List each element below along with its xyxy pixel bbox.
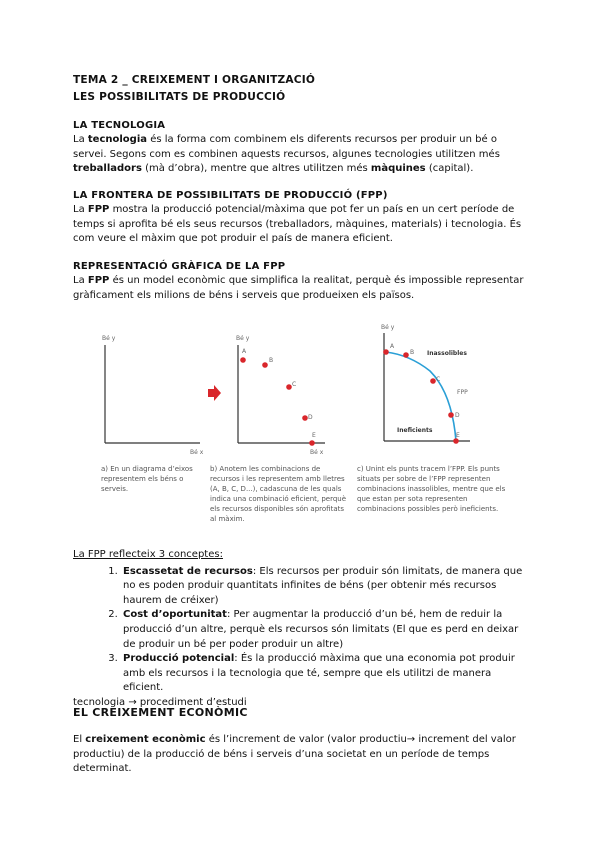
paragraph-tecnologia: La tecnologia és la forma com combinem els diferents recursos per produir un bé o servei. Segons com es combinen aquests recursos, algunes tecnologies utilitzen més treballadors (mà d’obra), mentre que altres utilitzen més màquines (capital). xyxy=(73,134,500,174)
panel-c-axes xyxy=(381,324,470,444)
list-item: 2. Cost d’oportunitat: Per augmentar la producció d’un bé, hem de reduir la producció d’un altre, perquè els recursos són limitats (El que es perd en deixar de produir un bé per poder produir un altre) xyxy=(121,608,533,652)
panel-c-label-d: D xyxy=(455,412,460,419)
section-heading-tecnologia: LA TECNOLOGIA xyxy=(73,120,166,131)
panel-c-y-label: Bé y xyxy=(381,324,395,331)
label-fpp: FPP xyxy=(457,389,468,396)
caption-c: c) Unint els punts tracem l’FPP. Els punts situats per sobre de l’FPP representen combinacions inassolibles, mentre que els que estan per sota representen combinacions possibles però ineficients. xyxy=(357,465,506,513)
paragraph-representacio: La FPP és un model econòmic que simplifica la realitat, perquè és impossible representar gràficament els milions de béns i serveis que produeixen els països. xyxy=(73,275,524,301)
label-ineficients: Ineficients xyxy=(397,427,433,434)
panel-c-label-e: E xyxy=(456,432,460,439)
panel-c-point-e xyxy=(453,438,459,444)
panel-b-x-label: Bé x xyxy=(310,449,324,456)
title-line-1: TEMA 2 _ CREIXEMENT I ORGANITZACIÓ xyxy=(73,74,316,86)
paragraph-frontera: La FPP mostra la producció potencial/màxima que pot fer un país en un cert període de temps si aprofita bé els seus recursos (treballadors, màquines, materials) i tecnologia. És com veure el màxim que pot produir el país de manera eficient. xyxy=(73,204,522,244)
panel-c-label-b: B xyxy=(410,349,415,356)
panel-c-label-c: C xyxy=(436,376,441,383)
title-line-2: LES POSSIBILITATS DE PRODUCCIÓ xyxy=(73,91,286,103)
document-title xyxy=(73,72,315,106)
panel-b-axes xyxy=(236,335,325,456)
section-heading-representacio: REPRESENTACIÓ GRÀFICA DE LA FPP xyxy=(73,261,286,272)
panel-b-point-b xyxy=(262,362,268,368)
conceptes-note: tecnologia → procediment d’estudi xyxy=(73,696,247,708)
panel-a-axes xyxy=(102,335,204,456)
panel-b-point-c xyxy=(286,384,292,390)
fpp-figure xyxy=(0,315,600,465)
list-item: 3. Producció potencial: És la producció màxima que una economia pot produir amb els recursos i la tecnologia que té, sempre que els utilitzi de manera eficient. xyxy=(121,652,533,696)
paragraph-creixement: El creixement econòmic és l’increment de valor (valor productiu→ increment del valor productiu) de la producció de béns i serveis d’una societat en un període de temps determinat. xyxy=(73,734,516,774)
panel-c-point-b xyxy=(403,352,409,358)
panel-a-y-label: Bé y xyxy=(102,335,116,342)
conceptes-section xyxy=(73,548,533,711)
panel-c-point-d xyxy=(448,412,454,418)
panel-b-label-b: B xyxy=(269,357,274,364)
caption-b: b) Anotem les combinacions de recursos i les representem amb lletres (A, B, C, D...), cadascuna de les quals indica una combinació eficient, perquè els recursos disponibles són aprofitats al màxim. xyxy=(210,465,347,523)
panel-b-label-c: C xyxy=(292,381,297,388)
conceptes-list xyxy=(73,565,533,696)
panel-c-point-a xyxy=(383,349,389,355)
section-heading-creixement: EL CREIXEMENT ECONÒMIC xyxy=(73,706,248,719)
panel-b-y-label: Bé y xyxy=(236,335,250,342)
panel-b-point-e xyxy=(309,440,315,446)
panel-c-point-c xyxy=(430,378,436,384)
label-inassolibles: Inassolibles xyxy=(427,350,467,357)
panel-b-label-a: A xyxy=(242,348,247,355)
panel-c-label-a: A xyxy=(390,343,395,350)
caption-a: a) En un diagrama d’eixos representem els béns o serveis. xyxy=(101,465,193,493)
section-heading-frontera: LA FRONTERA DE POSSIBILITATS DE PRODUCCIÓ (FPP) xyxy=(73,190,388,201)
panel-b-label-d: D xyxy=(308,414,313,421)
panel-b-point-a xyxy=(240,357,246,363)
panel-b-point-d xyxy=(302,415,308,421)
conceptes-intro: La FPP reflecteix 3 conceptes: xyxy=(73,549,223,560)
list-item: 1. Escassetat de recursos: Els recursos per produir són limitats, de manera que no es poden produir quantitats infinites de béns (per obtenir més recursos haurem de créixer) xyxy=(121,565,533,609)
panel-a-x-label: Bé x xyxy=(190,449,204,456)
red-arrow-icon xyxy=(208,385,221,401)
panel-b-label-e: E xyxy=(312,432,316,439)
